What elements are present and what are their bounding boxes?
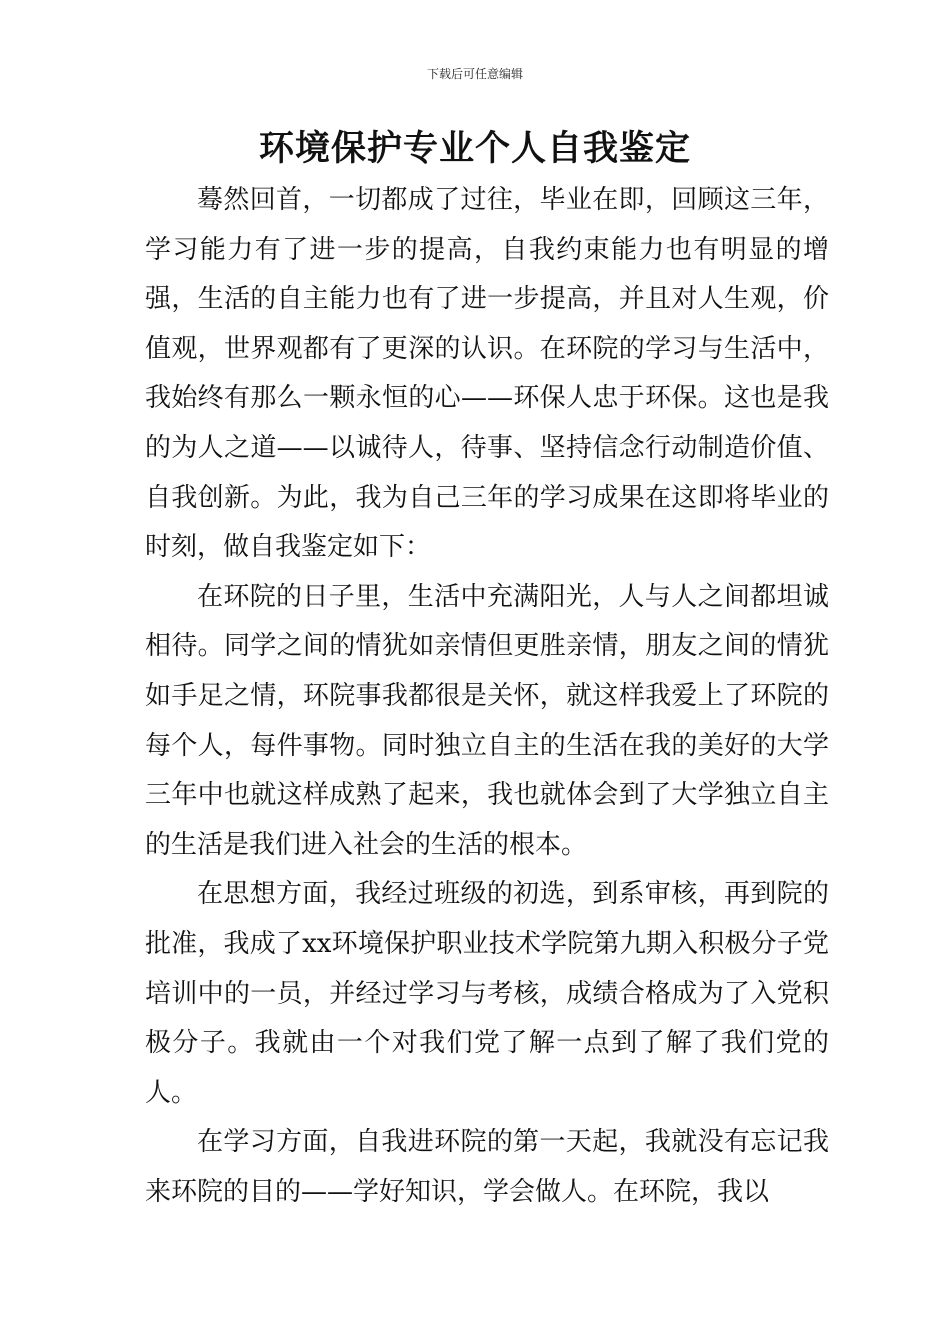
paragraph-intro: 蓦然回首，一切都成了过往，毕业在即，回顾这三年，学习能力有了进一步的提高，自我约束能力也有明显的增强，生活的自主能力也有了进一步提高，并且对人生观，价值观，世界观都有了更深的认识。在环院的学习与生活中，我始终有那么一颗永恒的心——环保人忠于环保。这也是我的为人之道——以诚待人，待事、坚持信念行动制造价值、自我创新。为此，我为自己三年的学习成果在这即将毕业的时刻，做自我鉴定如下： bbox=[145, 185, 829, 563]
header-note: 下载后可任意编辑 bbox=[426, 67, 523, 81]
document-title: 环境保护专业个人自我鉴定 bbox=[258, 129, 691, 169]
paragraph-study: 在学习方面，自我进环院的第一天起，我就没有忘记我来环院的目的——学好知识，学会做人。在环院，我以 bbox=[145, 1127, 829, 1207]
paragraph-thought: 在思想方面，我经过班级的初选，到系审核，再到院的批准，我成了xx环境保护职业技术学院第九期入积极分子党培训中的一员，并经过学习与考核，成绩合格成为了入党积极分子。我就由一个对我们党了解一点到了解了我们党的人。 bbox=[145, 879, 829, 1108]
document-body bbox=[145, 176, 829, 1217]
paragraph-life: 在环院的日子里，生活中充满阳光，人与人之间都坦诚相待。同学之间的情犹如亲情但更胜亲情，朋友之间的情犹如手足之情，环院事我都很是关怀，就这样我爱上了环院的每个人，每件事物。同时独立自主的生活在我的美好的大学三年中也就这样成熟了起来，我也就体会到了大学独立自主的生活是我们进入社会的生活的根本。 bbox=[145, 581, 829, 860]
